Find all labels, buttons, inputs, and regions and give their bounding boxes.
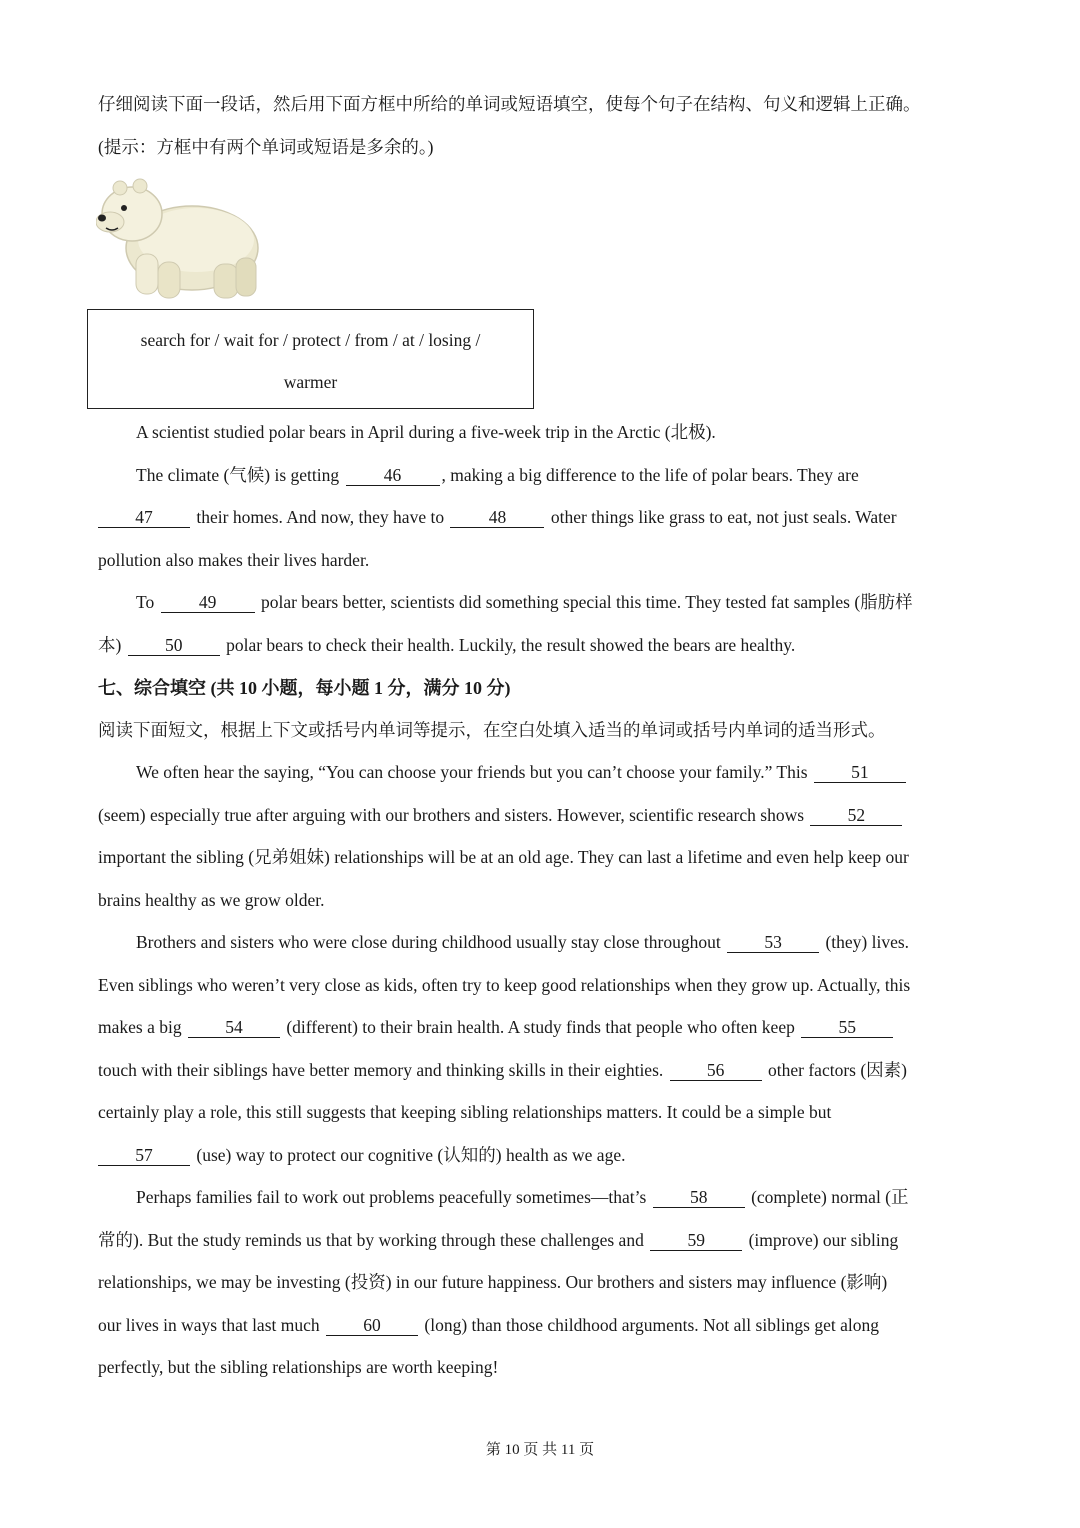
blank-51[interactable]: 51	[814, 763, 906, 783]
text-segment: our lives in ways that last much	[98, 1315, 320, 1335]
passage2-line12	[98, 1228, 898, 1252]
blank-52[interactable]: 52	[810, 806, 902, 826]
passage2-line15: perfectly, but the sibling relationships are worth keeping!	[98, 1357, 499, 1377]
text-segment: other things like grass to eat, not just seals. Water	[550, 507, 897, 527]
section6-hint: (提示：方框中有两个单词或短语是多余的。)	[98, 137, 434, 157]
text-segment: makes a big	[98, 1017, 182, 1037]
passage2-line14	[98, 1313, 879, 1337]
text-segment: (seem) especially true after arguing with our brothers and sisters. However, scientific research shows	[98, 805, 805, 825]
text-segment: (improve) our sibling	[748, 1230, 899, 1250]
blank-47[interactable]: 47	[98, 508, 190, 528]
passage1-line1: A scientist studied polar bears in April during a five-week trip in the Arctic (北极).	[136, 422, 716, 442]
blank-56[interactable]: 56	[670, 1061, 762, 1081]
blank-60[interactable]: 60	[326, 1316, 418, 1336]
blank-49[interactable]: 49	[161, 593, 255, 613]
passage1-line6	[98, 633, 795, 657]
blank-55[interactable]: 55	[801, 1018, 893, 1038]
text-segment: polar bears to check their health. Luckily, the result showed the bears are healthy.	[226, 635, 796, 655]
passage2-line4: brains healthy as we grow older.	[98, 890, 325, 910]
passage1-line4: pollution also makes their lives harder.	[98, 550, 370, 570]
text-segment: We often hear the saying, “You can choose your friends but you can’t choose your family.” This	[136, 762, 808, 782]
word-box-options: search for / wait for / protect / from / at / losing /	[140, 330, 481, 350]
passage2-line11	[136, 1185, 909, 1209]
section7-heading: 七、综合填空 (共 10 小题，每小题 1 分，满分 10 分)	[98, 678, 511, 698]
text-segment: other factors (因素)	[768, 1060, 907, 1080]
text-segment: (different) to their brain health. A study finds that people who often keep	[286, 1017, 795, 1037]
passage2-line9: certainly play a role, this still suggests that keeping sibling relationships matters. It could be a simple but	[98, 1102, 832, 1122]
passage2-line1	[136, 760, 908, 784]
blank-58[interactable]: 58	[653, 1188, 745, 1208]
blank-48[interactable]: 48	[450, 508, 544, 528]
text-segment: (complete) normal (正	[751, 1187, 909, 1207]
text-segment: To	[136, 592, 155, 612]
word-box	[87, 309, 534, 409]
passage1-line5	[136, 590, 913, 614]
passage1-line2	[136, 463, 859, 487]
passage2-line6: Even siblings who weren’t very close as kids, often try to keep good relationships when they grow up. Actually, this	[98, 975, 911, 995]
blank-50[interactable]: 50	[128, 636, 220, 656]
polar-bear-image	[96, 170, 264, 304]
passage2-line3: important the sibling (兄弟姐妹) relationships will be at an old age. They can last a lifetime and even help keep our	[98, 847, 909, 867]
passage1-line3	[98, 505, 897, 529]
blank-53[interactable]: 53	[727, 933, 819, 953]
text-segment: (long) than those childhood arguments. Not all siblings get along	[424, 1315, 880, 1335]
section7-instruction: 阅读下面短文，根据上下文或括号内单词等提示，在空白处填入适当的单词或括号内单词的适当形式。	[98, 720, 886, 740]
page-number: 第 10 页 共 11 页	[485, 1442, 595, 1458]
text-segment: Perhaps families fail to work out problems peacefully sometimes—that’s	[136, 1187, 647, 1207]
blank-59[interactable]: 59	[650, 1231, 742, 1251]
text-segment: , making a big difference to the life of polar bears. They are	[441, 465, 859, 485]
passage2-line10	[98, 1143, 625, 1167]
text-segment: (use) way to protect our cognitive (认知的) health as we age.	[196, 1145, 626, 1165]
blank-46[interactable]: 46	[346, 466, 440, 486]
passage2-line13: relationships, we may be investing (投资) in our future happiness. Our brothers and sisters may influence (影响)	[98, 1272, 888, 1292]
text-segment: polar bears better, scientists did something special this time. They tested fat samples (脂肪样	[260, 592, 913, 612]
text-segment: 常的). But the study reminds us that by working through these challenges and	[98, 1230, 644, 1250]
text-segment: The climate (气候) is getting	[136, 465, 340, 485]
blank-57[interactable]: 57	[98, 1146, 190, 1166]
text-segment: (they) lives.	[825, 932, 910, 952]
passage2-line2	[98, 803, 904, 827]
blank-54[interactable]: 54	[188, 1018, 280, 1038]
text-segment: touch with their siblings have better memory and thinking skills in their eighties.	[98, 1060, 664, 1080]
passage2-line8	[98, 1058, 907, 1082]
text-segment: 本)	[98, 635, 122, 655]
section6-instruction: 仔细阅读下面一段话，然后用下面方框中所给的单词或短语填空，使每个句子在结构、句义和逻辑上正确。	[98, 94, 921, 114]
passage2-line7	[98, 1015, 895, 1039]
text-segment: Brothers and sisters who were close during childhood usually stay close throughout	[136, 932, 721, 952]
word-box-options-cont: warmer	[283, 372, 338, 392]
passage2-line5	[136, 930, 909, 954]
text-segment: their homes. And now, they have to	[196, 507, 445, 527]
